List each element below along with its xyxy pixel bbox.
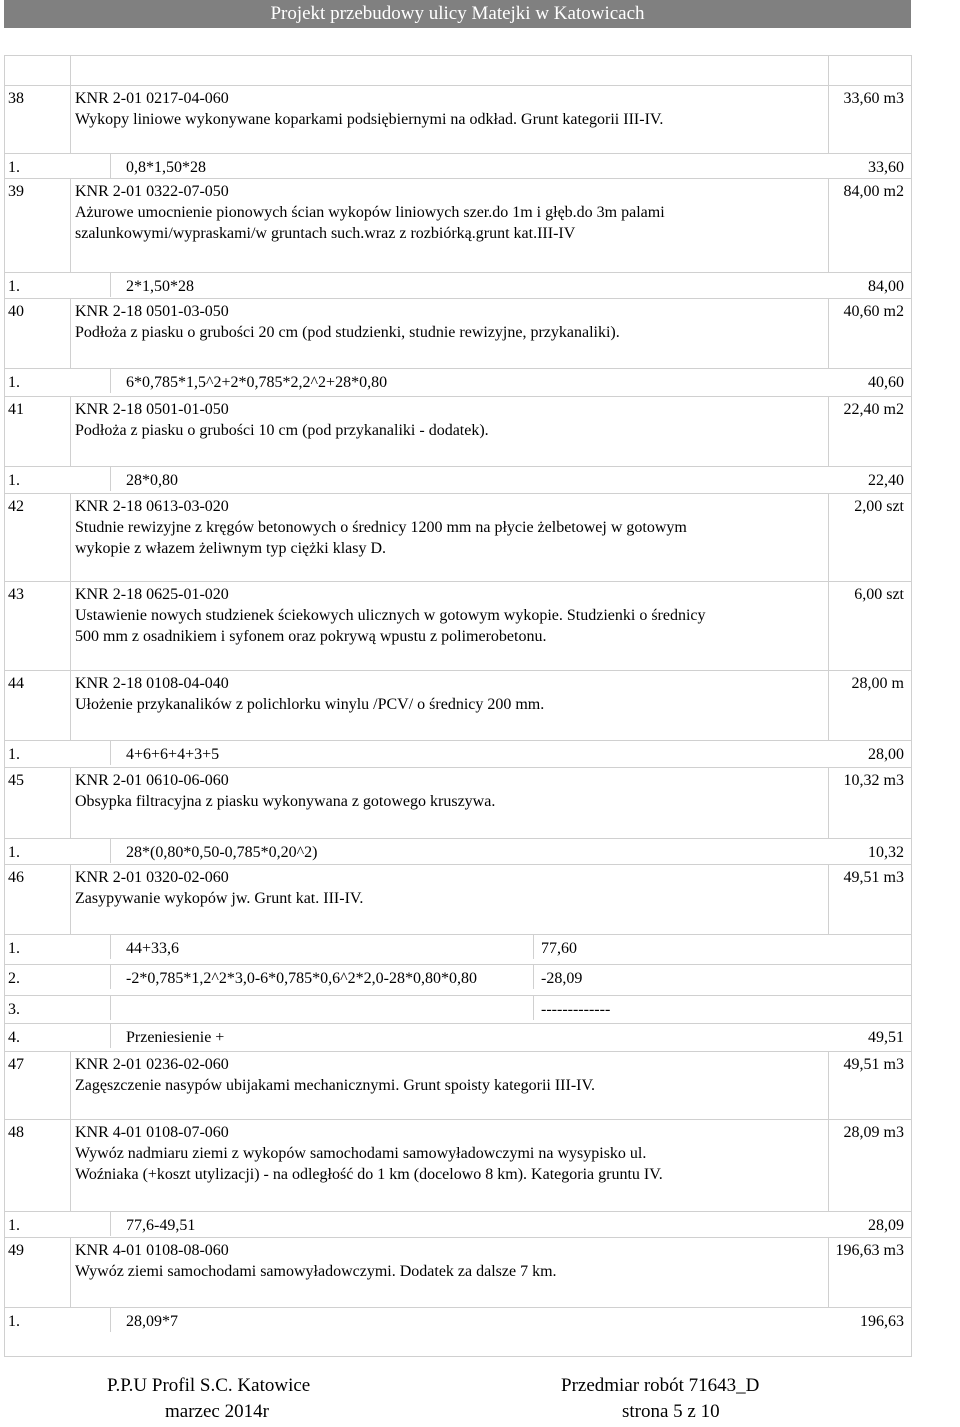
calc-result: 84,00 [868, 278, 904, 295]
calc-row-number: 2. [8, 970, 20, 987]
item-code: KNR 4-01 0108-08-060 [75, 1242, 229, 1259]
calc-row-number: 3. [8, 1001, 20, 1018]
calc-row-number: 1. [8, 472, 20, 489]
grid-line [110, 1211, 111, 1236]
grid-line [4, 1307, 912, 1308]
item-code: KNR 2-01 0320-02-060 [75, 869, 229, 886]
grid-line [4, 178, 912, 179]
grid-line [4, 55, 912, 56]
grid-line [4, 55, 5, 1357]
item-code: KNR 2-01 0236-02-060 [75, 1056, 229, 1073]
item-quantity: 28,09 m3 [843, 1124, 904, 1141]
item-code: KNR 2-18 0613-03-020 [75, 498, 229, 515]
calc-result: 28,09 [868, 1217, 904, 1234]
grid-line [4, 85, 912, 86]
item-quantity: 33,60 m3 [843, 90, 904, 107]
grid-line [70, 396, 71, 466]
grid-line [110, 934, 111, 959]
item-number: 39 [8, 183, 24, 200]
calc-expression: 44+33,6 [126, 940, 180, 957]
item-number: 44 [8, 675, 24, 692]
item-code: KNR 4-01 0108-07-060 [75, 1124, 229, 1141]
item-description: Ustawienie nowych studzienek ściekowych ulicznych w gotowym wykopie. Studzienki o średnicy [75, 607, 706, 624]
footer-date: marzec 2014r [165, 1401, 269, 1422]
item-description: wykopie z włazem żeliwnym typ ciężki klasy D. [75, 540, 387, 557]
grid-line [110, 838, 111, 863]
page-header [4, 0, 911, 28]
grid-line [828, 1237, 829, 1307]
item-description: Ułożenie przykanalików z polichlorku winylu /PCV/ o średnicy 200 mm. [75, 696, 545, 713]
grid-line [70, 1051, 71, 1119]
grid-line [911, 55, 912, 1357]
grid-line [110, 1023, 111, 1048]
item-code: KNR 2-01 0610-06-060 [75, 772, 229, 789]
grid-line [70, 581, 71, 670]
grid-line [70, 55, 71, 88]
grid-line [4, 964, 912, 965]
item-description: Podłoża z piasku o grubości 10 cm (pod przykanaliki - dodatek). [75, 422, 489, 439]
footer-page-number: strona 5 z 10 [622, 1401, 720, 1422]
grid-line [4, 272, 912, 273]
item-quantity: 49,51 m3 [843, 1056, 904, 1073]
calc-result: 40,60 [868, 374, 904, 391]
grid-line [4, 1023, 912, 1024]
item-number: 38 [8, 90, 24, 107]
item-quantity: 49,51 m3 [843, 869, 904, 886]
grid-line [828, 670, 829, 740]
calc-row-number: 1. [8, 746, 20, 763]
calc-result: 22,40 [868, 472, 904, 489]
item-number: 45 [8, 772, 24, 789]
calc-result: 49,51 [868, 1029, 904, 1046]
item-quantity: 2,00 szt [854, 498, 904, 515]
grid-line [828, 767, 829, 838]
item-code: KNR 2-18 0501-03-050 [75, 303, 229, 320]
item-number: 41 [8, 401, 24, 418]
grid-line [828, 178, 829, 272]
grid-line [4, 864, 912, 865]
item-description: Wykopy liniowe wykonywane koparkami podsiębiernymi na odkład. Grunt kategorii III-IV. [75, 111, 664, 128]
grid-line [110, 466, 111, 491]
grid-line [4, 1356, 912, 1357]
grid-line [110, 964, 111, 989]
item-description: Zasypywanie wykopów jw. Grunt kat. III-IV. [75, 890, 364, 907]
grid-line [70, 493, 71, 581]
calc-result: 196,63 [860, 1313, 904, 1330]
grid-line [4, 153, 912, 154]
calc-expression: Przeniesienie + [126, 1029, 225, 1046]
calc-row-number: 1. [8, 1217, 20, 1234]
grid-line [70, 670, 71, 740]
grid-line [4, 368, 912, 369]
item-number: 42 [8, 498, 24, 515]
item-description: Zagęszczenie nasypów ubijakami mechanicznymi. Grunt spoisty kategorii III-IV. [75, 1077, 595, 1094]
item-number: 49 [8, 1242, 24, 1259]
grid-line [828, 298, 829, 368]
footer-document-name: Przedmiar robót 71643_D [561, 1375, 760, 1396]
item-quantity: 196,63 m3 [835, 1242, 904, 1259]
item-code: KNR 2-18 0501-01-050 [75, 401, 229, 418]
item-description: 500 mm z osadnikiem i syfonem oraz pokrywą wpustu z polimerobetonu. [75, 628, 547, 645]
calc-subtotal: ------------- [541, 1001, 611, 1018]
calc-expression: 4+6+6+4+3+5 [126, 746, 220, 763]
grid-line [4, 838, 912, 839]
calc-expression: 6*0,785*1,5^2+2*0,785*2,2^2+28*0,80 [126, 374, 388, 391]
calc-expression: 28*0,80 [126, 472, 178, 489]
calc-expression: 2*1,50*28 [126, 278, 194, 295]
grid-line [4, 581, 912, 582]
footer-company: P.P.U Profil S.C. Katowice [107, 1375, 311, 1396]
item-quantity: 10,32 m3 [843, 772, 904, 789]
grid-line [533, 934, 534, 959]
grid-line [4, 767, 912, 768]
calc-row-number: 1. [8, 374, 20, 391]
grid-line [110, 153, 111, 178]
item-number: 46 [8, 869, 24, 886]
grid-line [828, 396, 829, 466]
item-description: Woźniaka (+koszt utylizacji) - na odległość do 1 km (docelowo 8 km). Kategoria gruntu IV. [75, 1166, 663, 1183]
item-quantity: 84,00 m2 [843, 183, 904, 200]
calc-result: 33,60 [868, 159, 904, 176]
grid-line [828, 85, 829, 153]
item-code: KNR 2-18 0625-01-020 [75, 586, 229, 603]
calc-expression: 28*(0,80*0,50-0,785*0,20^2) [126, 844, 318, 861]
grid-line [533, 995, 534, 1020]
item-quantity: 6,00 szt [854, 586, 904, 603]
grid-line [70, 1119, 71, 1211]
document-title: Projekt przebudowy ulicy Matejki w Katowicach [270, 3, 645, 24]
calc-row-number: 1. [8, 1313, 20, 1330]
item-description: szalunkowymi/wypraskami/w gruntach such.wraz z rozbiórką.grunt kat.III-IV [75, 225, 576, 242]
grid-line [70, 298, 71, 368]
grid-line [110, 272, 111, 297]
calc-row-number: 1. [8, 278, 20, 295]
item-number: 40 [8, 303, 24, 320]
calc-result: 10,32 [868, 844, 904, 861]
calc-subtotal: -28,09 [541, 970, 583, 987]
grid-line [828, 1051, 829, 1119]
item-quantity: 22,40 m2 [843, 401, 904, 418]
grid-line [110, 995, 111, 1020]
item-number: 48 [8, 1124, 24, 1141]
grid-line [4, 740, 912, 741]
item-description: Podłoża z piasku o grubości 20 cm (pod studzienki, studnie rewizyjne, przykanaliki). [75, 324, 620, 341]
grid-line [70, 178, 71, 272]
grid-line [110, 1307, 111, 1332]
item-number: 47 [8, 1056, 24, 1073]
item-code: KNR 2-01 0322-07-050 [75, 183, 229, 200]
calc-row-number: 1. [8, 844, 20, 861]
grid-line [110, 368, 111, 393]
item-number: 43 [8, 586, 24, 603]
grid-line [4, 466, 912, 467]
grid-line [110, 740, 111, 765]
grid-line [4, 1119, 912, 1120]
grid-line [4, 396, 912, 397]
item-quantity: 40,60 m2 [843, 303, 904, 320]
item-description: Wywóz ziemi samochodami samowyładowczymi. Dodatek za dalsze 7 km. [75, 1263, 557, 1280]
calc-row-number: 1. [8, 940, 20, 957]
grid-line [4, 493, 912, 494]
grid-line [4, 934, 912, 935]
calc-subtotal: 77,60 [541, 940, 577, 957]
grid-line [4, 995, 912, 996]
calc-row-number: 4. [8, 1029, 20, 1046]
calc-expression: 77,6-49,51 [126, 1217, 196, 1234]
item-description: Obsypka filtracyjna z piasku wykonywana z gotowego kruszywa. [75, 793, 496, 810]
grid-line [4, 1237, 912, 1238]
grid-line [4, 1211, 912, 1212]
grid-line [70, 767, 71, 838]
item-description: Wywóz nadmiaru ziemi z wykopów samochodami samowyładowczymi na wysypisko ul. [75, 1145, 647, 1162]
grid-line [533, 964, 534, 989]
grid-line [828, 55, 829, 88]
grid-line [828, 864, 829, 934]
calc-row-number: 1. [8, 159, 20, 176]
grid-line [4, 1051, 912, 1052]
grid-line [70, 1237, 71, 1307]
calc-expression: 28,09*7 [126, 1313, 178, 1330]
grid-line [828, 1119, 829, 1211]
item-code: KNR 2-18 0108-04-040 [75, 675, 229, 692]
calc-expression: 0,8*1,50*28 [126, 159, 206, 176]
item-quantity: 28,00 m [851, 675, 904, 692]
grid-line [828, 581, 829, 670]
item-description: Ażurowe umocnienie pionowych ścian wykopów liniowych szer.do 1m i głęb.do 3m palami [75, 204, 665, 221]
item-code: KNR 2-01 0217-04-060 [75, 90, 229, 107]
calc-expression: -2*0,785*1,2^2*3,0-6*0,785*0,6^2*2,0-28*0,80*0,80 [126, 970, 477, 987]
grid-line [828, 493, 829, 581]
grid-line [4, 298, 912, 299]
grid-line [70, 864, 71, 934]
grid-line [70, 85, 71, 153]
calc-result: 28,00 [868, 746, 904, 763]
grid-line [4, 670, 912, 671]
item-description: Studnie rewizyjne z kręgów betonowych o średnicy 1200 mm na płycie żelbetowej w gotowym [75, 519, 687, 536]
